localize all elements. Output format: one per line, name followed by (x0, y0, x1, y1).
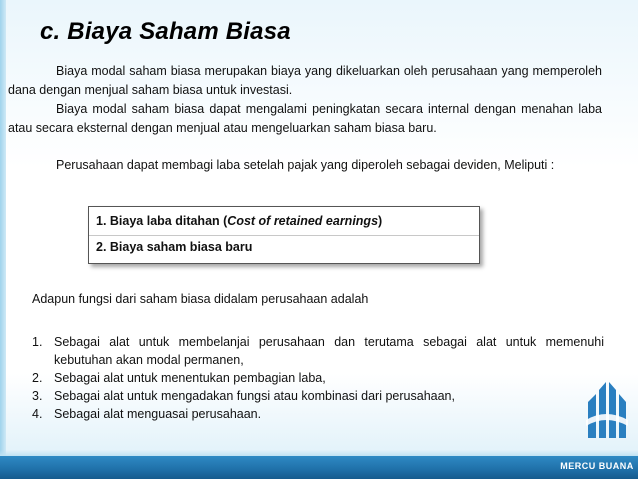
box-item-1-italic: Cost of retained earnings (227, 214, 379, 228)
list-item-text: Sebagai alat untuk membelanjai perusahaan dan terutama sebagai alat untuk memenuhi kebutuhan akan modal permanen, (54, 335, 604, 367)
list-item-number: 3. (32, 389, 43, 403)
functions-intro: Adapun fungsi dari saham biasa didalam perusahaan adalah (32, 292, 369, 306)
slide-title: c. Biaya Saham Biasa (40, 18, 291, 45)
list-item (32, 405, 604, 423)
paragraph-3 (8, 156, 602, 175)
functions-list (32, 333, 604, 423)
list-item (32, 369, 604, 387)
left-decorative-band (0, 0, 6, 479)
list-item-text: Sebagai alat untuk menentukan pembagian laba, (54, 371, 326, 385)
box-item-1-suffix: ) (378, 214, 383, 228)
box-item-new-common-stock: 2. Biaya saham biasa baru (96, 240, 253, 254)
list-item-number: 2. (32, 371, 43, 385)
paragraph-3-text: Perusahaan dapat membagi laba setelah pajak yang diperoleh sebagai deviden, Meliputi : (56, 158, 555, 172)
list-item-text: Sebagai alat menguasai perusahaan. (54, 407, 262, 421)
box-divider (89, 235, 479, 236)
paragraph-1-text: Biaya modal saham biasa merupakan biaya yang dikeluarkan oleh perusahaan yang memperoleh dana dengan menjual saham biasa untuk investasi. (8, 64, 602, 97)
paragraph-1 (8, 62, 602, 99)
list-item (32, 387, 604, 405)
paragraph-2-text: Biaya modal saham biasa dapat mengalami peningkatan secara internal dengan menahan laba atau secara eksternal dengan menjual atau mengeluarkan saham biasa baru. (8, 102, 602, 135)
logo-text: MERCU BUANA (560, 461, 634, 471)
cost-types-box (88, 206, 480, 264)
bottom-decorative-band (0, 456, 638, 479)
mercu-buana-logo-icon (584, 380, 628, 440)
box-item-retained-earnings (96, 214, 382, 228)
box-item-1-prefix: 1. Biaya laba ditahan ( (96, 214, 228, 228)
paragraph-2 (8, 100, 602, 137)
list-item-number: 4. (32, 407, 43, 421)
list-item-number: 1. (32, 335, 43, 349)
list-item-text: Sebagai alat untuk mengadakan fungsi atau kombinasi dari perusahaan, (54, 389, 455, 403)
list-item (32, 333, 604, 369)
